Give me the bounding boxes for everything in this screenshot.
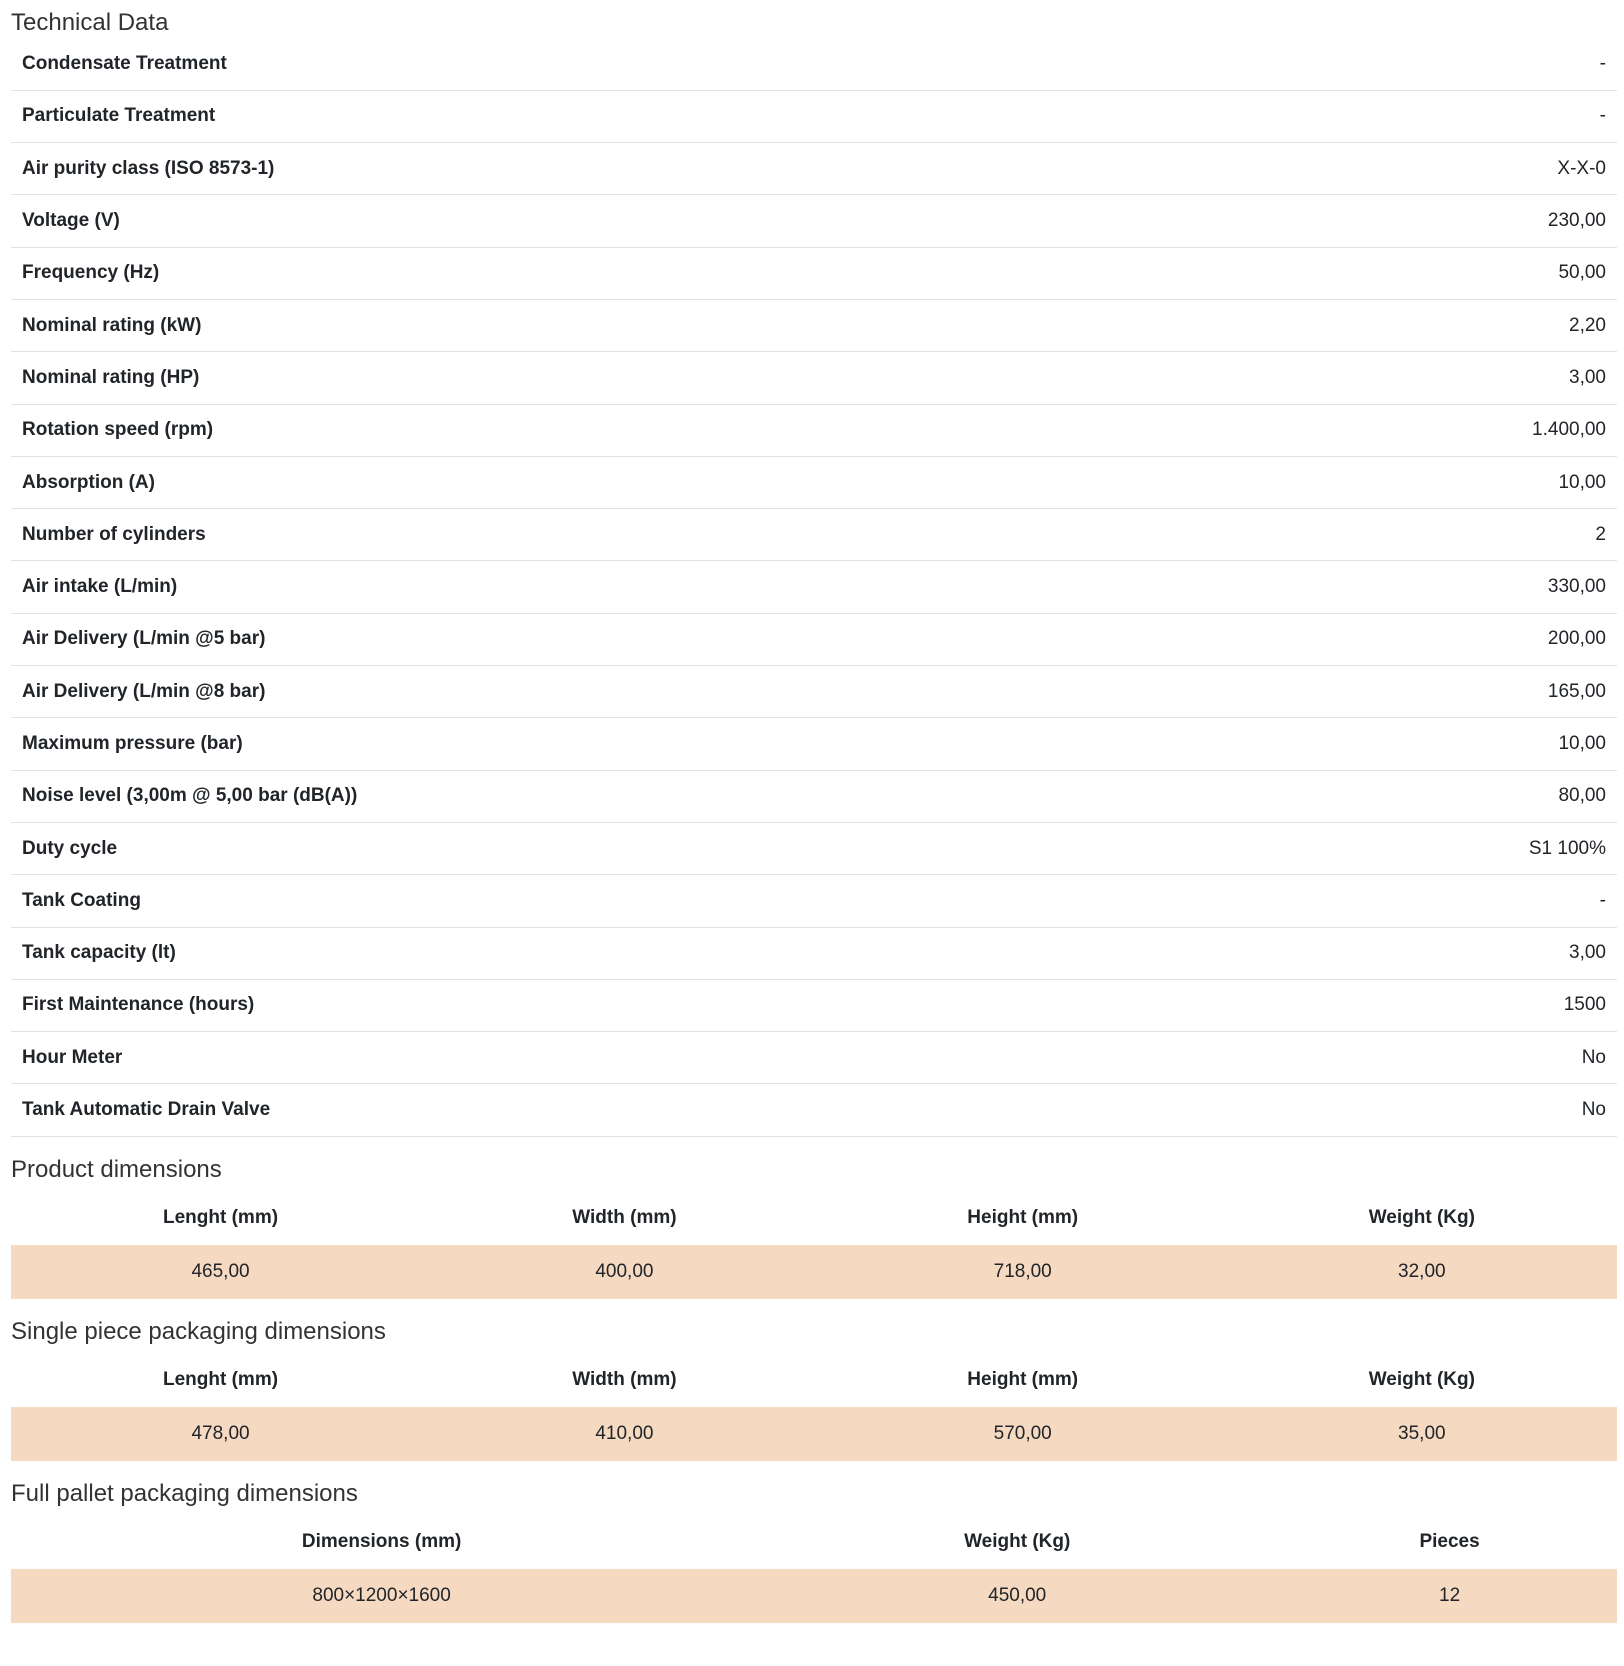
technical-data-page	[11, 0, 1617, 1623]
table-header-row	[11, 1515, 1617, 1569]
column-header-length: Lenght (mm)	[163, 1206, 279, 1228]
spec-row	[11, 979, 1617, 1031]
spec-label: Air Delivery (L/min @5 bar)	[11, 613, 814, 665]
spec-value: 80,00	[814, 770, 1617, 822]
spec-row	[11, 927, 1617, 979]
table-row	[11, 1245, 1617, 1299]
height-value: 718,00	[819, 1245, 1227, 1299]
spec-value: No	[814, 1032, 1617, 1084]
spec-row	[11, 1032, 1617, 1084]
spec-label: Air purity class (ISO 8573-1)	[11, 143, 814, 195]
spec-value: S1 100%	[814, 822, 1617, 874]
spec-row	[11, 90, 1617, 142]
technical-data-title: Technical Data	[11, 9, 169, 36]
dimensions-value: 800×1200×1600	[11, 1569, 752, 1623]
pallet-packaging-table	[11, 1515, 1617, 1623]
pieces-value: 12	[1282, 1569, 1617, 1623]
table-header-row	[11, 1353, 1617, 1407]
spec-row	[11, 404, 1617, 456]
table-header-row	[11, 1191, 1617, 1245]
spec-row	[11, 456, 1617, 508]
spec-label: Duty cycle	[11, 822, 814, 874]
length-value: 478,00	[11, 1407, 430, 1461]
height-value: 570,00	[819, 1407, 1227, 1461]
spec-value: 200,00	[814, 613, 1617, 665]
spec-row	[11, 38, 1617, 90]
spec-label: Tank Coating	[11, 875, 814, 927]
spec-label: Condensate Treatment	[11, 38, 814, 90]
spec-row	[11, 143, 1617, 195]
spec-row	[11, 509, 1617, 561]
spec-label: Absorption (A)	[11, 456, 814, 508]
product-dimensions-table	[11, 1191, 1617, 1299]
pallet-packaging-title: Full pallet packaging dimensions	[11, 1479, 358, 1507]
spec-row	[11, 195, 1617, 247]
column-header-weight: Weight (Kg)	[1368, 1206, 1475, 1228]
spec-row	[11, 561, 1617, 613]
spec-value: 50,00	[814, 247, 1617, 299]
column-header-weight: Weight (Kg)	[964, 1530, 1071, 1552]
spec-value: 1.400,00	[814, 404, 1617, 456]
product-dimensions-title: Product dimensions	[11, 1155, 222, 1183]
spec-value: X-X-0	[814, 143, 1617, 195]
spec-value: 3,00	[814, 927, 1617, 979]
weight-value: 32,00	[1227, 1245, 1617, 1299]
single-packaging-table	[11, 1353, 1617, 1461]
spec-value: -	[814, 875, 1617, 927]
spec-value: 2	[814, 509, 1617, 561]
spec-label: Maximum pressure (bar)	[11, 718, 814, 770]
column-header-width: Width (mm)	[572, 1368, 677, 1390]
spec-label: Noise level (3,00m @ 5,00 bar (dB(A))	[11, 770, 814, 822]
column-header-dimensions: Dimensions (mm)	[301, 1530, 462, 1552]
spec-label: Tank Automatic Drain Valve	[11, 1084, 814, 1136]
spec-label: Voltage (V)	[11, 195, 814, 247]
spec-label: Hour Meter	[11, 1032, 814, 1084]
column-header-weight: Weight (Kg)	[1368, 1368, 1475, 1390]
spec-value: 3,00	[814, 352, 1617, 404]
spec-value: 330,00	[814, 561, 1617, 613]
technical-data-table	[11, 38, 1617, 1137]
spec-value: 10,00	[814, 718, 1617, 770]
spec-label: Nominal rating (kW)	[11, 299, 814, 351]
spec-value: -	[814, 38, 1617, 90]
length-value: 465,00	[11, 1245, 430, 1299]
column-header-pieces: Pieces	[1419, 1530, 1480, 1552]
spec-label: Number of cylinders	[11, 509, 814, 561]
spec-label: Air Delivery (L/min @8 bar)	[11, 666, 814, 718]
spec-label: Particulate Treatment	[11, 90, 814, 142]
weight-value: 35,00	[1227, 1407, 1617, 1461]
column-header-length: Lenght (mm)	[163, 1368, 279, 1390]
spec-row	[11, 247, 1617, 299]
spec-label: Air intake (L/min)	[11, 561, 814, 613]
column-header-width: Width (mm)	[572, 1206, 677, 1228]
spec-value: 1500	[814, 979, 1617, 1031]
spec-label: Nominal rating (HP)	[11, 352, 814, 404]
width-value: 400,00	[430, 1245, 819, 1299]
spec-row	[11, 1084, 1617, 1136]
spec-row	[11, 613, 1617, 665]
spec-value: No	[814, 1084, 1617, 1136]
spec-value: 165,00	[814, 666, 1617, 718]
spec-value: 2,20	[814, 299, 1617, 351]
column-header-height: Height (mm)	[967, 1368, 1079, 1390]
single-packaging-title: Single piece packaging dimensions	[11, 1317, 386, 1345]
spec-value: 230,00	[814, 195, 1617, 247]
spec-label: First Maintenance (hours)	[11, 979, 814, 1031]
table-row	[11, 1407, 1617, 1461]
column-header-height: Height (mm)	[967, 1206, 1079, 1228]
weight-value: 450,00	[752, 1569, 1282, 1623]
width-value: 410,00	[430, 1407, 819, 1461]
spec-row	[11, 666, 1617, 718]
spec-row	[11, 822, 1617, 874]
spec-row	[11, 299, 1617, 351]
spec-value: -	[814, 90, 1617, 142]
spec-row	[11, 352, 1617, 404]
spec-label: Frequency (Hz)	[11, 247, 814, 299]
spec-row	[11, 875, 1617, 927]
spec-value: 10,00	[814, 456, 1617, 508]
spec-label: Tank capacity (lt)	[11, 927, 814, 979]
spec-row	[11, 718, 1617, 770]
spec-label: Rotation speed (rpm)	[11, 404, 814, 456]
table-row	[11, 1569, 1617, 1623]
spec-row	[11, 770, 1617, 822]
